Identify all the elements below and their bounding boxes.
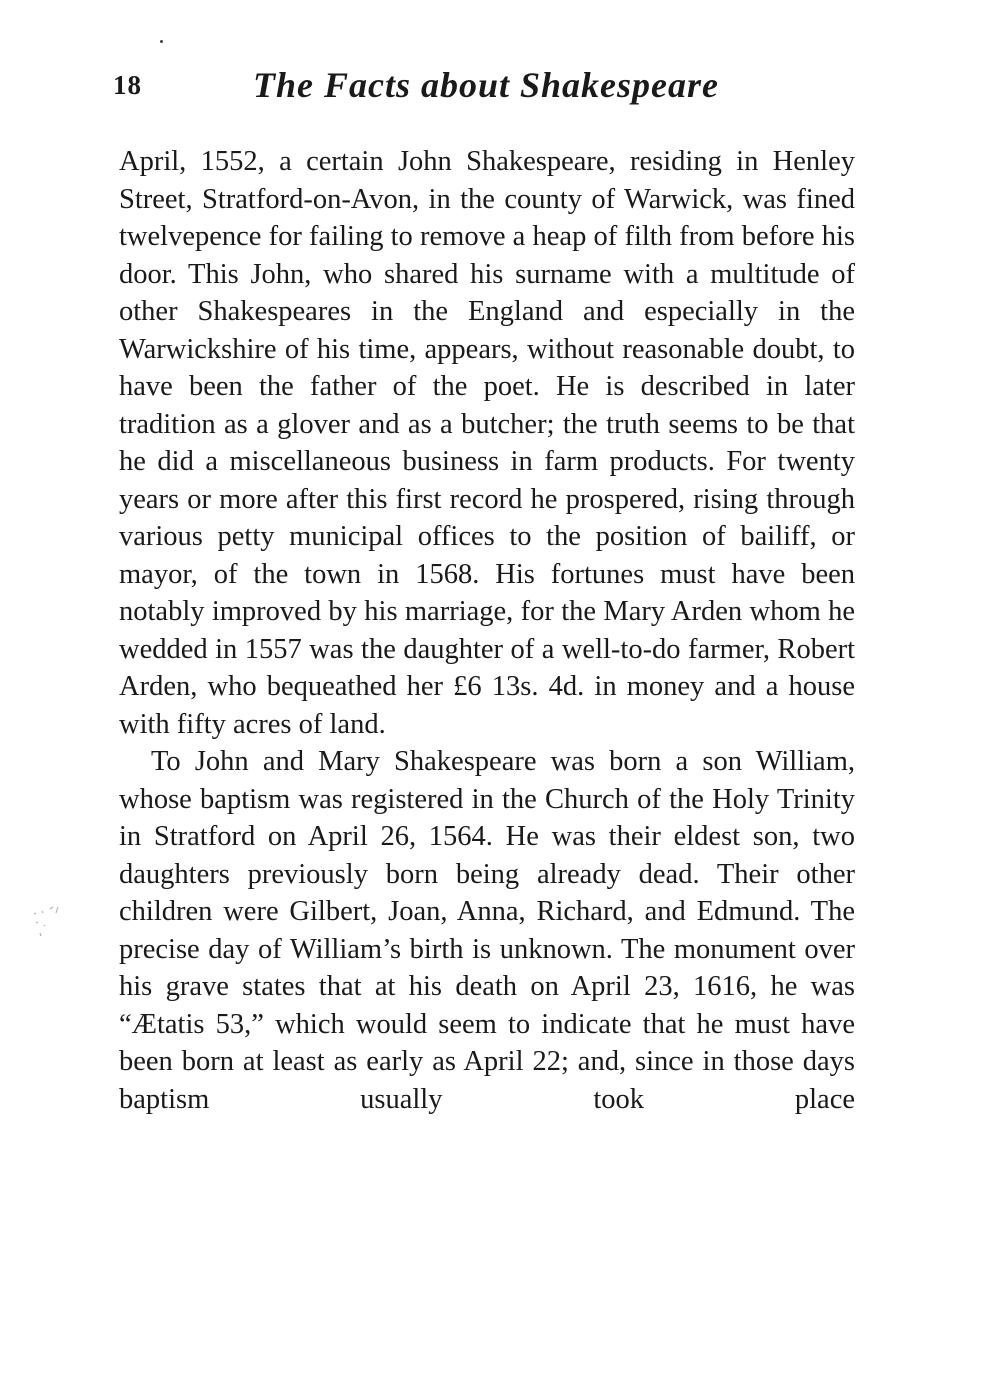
page-number: 18 xyxy=(113,70,142,100)
page-header xyxy=(113,64,858,114)
paragraph-john-shakespeare: April, 1552, a certain John Shakespeare, residing in Henley Street, Stratford-on-Avon, in the county of Warwick, was fined twelvepence for failing to remove a heap of filth from before his door. This John, who shared his surname with a multitude of other Shakespeares in the England and especially in the Warwickshire of his time, appears, without reasonable doubt, to have been the father of the poet. He is described in later tradition as a glover and as a butcher; the truth seems to be that he did a miscellaneous business in farm products. For twenty years or more after this first record he prospered, rising through various petty municipal offices to the position of bailiff, or mayor, of the town in 1568. His fortunes must have been notably improved by his marriage, for the Mary Arden whom he wedded in 1557 was the daughter of a well-to-do farmer, Robert Arden, who bequeathed her £6 13s. 4d. in money and a house with fifty acres of land. xyxy=(119,146,855,740)
margin-smudge xyxy=(28,905,78,943)
page-body xyxy=(119,143,855,1118)
paragraph-william-birth: To John and Mary Shakespeare was born a son William, whose baptism was registered in the Church of the Holy Trinity in Stratford on April 26, 1564. He was their eldest son, two daughters previously born being already dead. Their other children were Gilbert, Joan, Anna, Richard, and Edmund. The precise day of William’s birth is unknown. The monument over his grave states that at his death on April 23, 1616, he was “Ætatis 53,” which would seem to indicate that he must have been born at least as early as April 22; and, since in those days baptism usually took place xyxy=(119,746,855,1115)
running-title: The Facts about Shakespeare xyxy=(253,65,720,105)
stray-ink-dot xyxy=(160,40,163,43)
